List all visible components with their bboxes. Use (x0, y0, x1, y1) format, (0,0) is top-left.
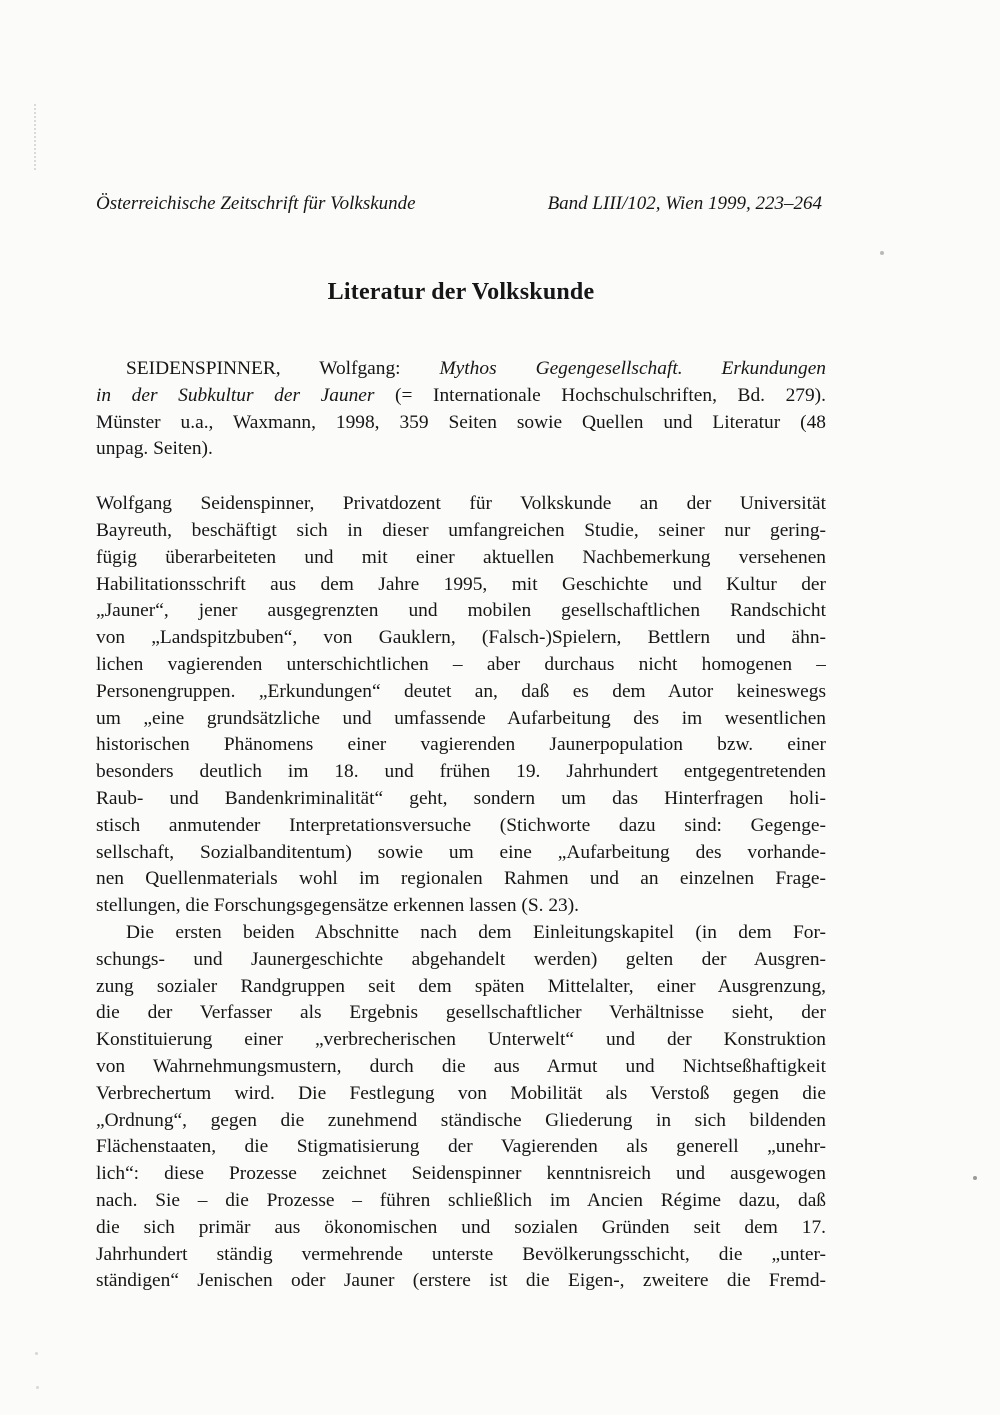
text-segment: nach. Sie – die Prozesse – führen schließlich im Ancien Régime dazu, daß (96, 1189, 826, 1211)
text-line (96, 1134, 826, 1161)
text-segment: um „eine grundsätzliche und umfassende Aufarbeitung des im wesentlichen (96, 707, 826, 729)
italic-text-segment: Mythos Gegengesellschaft. Erkundungen (439, 358, 826, 379)
text-segment: stellungen, die Forschungsgegensätze erkennen lassen (S. 23). (96, 895, 580, 917)
running-head (96, 191, 822, 216)
text-segment: Konstituierung einer „verbrecherischen Unterwelt“ und der Konstruktion (96, 1029, 826, 1051)
text-line (96, 1108, 826, 1135)
text-line (96, 813, 826, 840)
text-line (96, 383, 826, 410)
text-line (96, 1027, 826, 1054)
text-segment: Münster u.a., Waxmann, 1998, 359 Seiten sowie Quellen und Literatur (48 (96, 411, 826, 433)
text-line (96, 1081, 826, 1108)
text-line (96, 1215, 826, 1242)
text-line (96, 491, 826, 518)
text-segment: zung sozialer Randgruppen seit dem späten Mittelalter, einer Ausgrenzung, (96, 975, 826, 997)
text-segment: historischen Phänomens einer vagierenden Jaunerpopulation bzw. einer (96, 734, 826, 756)
text-segment: Verbrechertum wird. Die Festlegung von Mobilität als Verstoß gegen die (96, 1082, 826, 1104)
text-line (96, 840, 826, 867)
journal-name: Österreichische Zeitschrift für Volkskunde (96, 193, 416, 214)
text-line (96, 786, 826, 813)
scan-artifact-speck (35, 1352, 38, 1355)
issue-info: Band LIII/102, Wien 1999, 223–264 (547, 193, 822, 214)
text-segment: besonders deutlich im 18. und frühen 19. Jahrhundert entgegentretenden (96, 761, 826, 783)
text-line (96, 1242, 826, 1269)
text-line (96, 679, 826, 706)
scan-artifact-speck (880, 251, 884, 255)
text-line (96, 974, 826, 1001)
text-segment: Jahrhundert ständig vermehrende unterste Bevölkerungsschicht, die „unter- (96, 1243, 826, 1265)
text-line (96, 866, 826, 893)
text-segment: unpag. Seiten). (96, 438, 213, 460)
text-line (96, 947, 826, 974)
text-segment: fügig überarbeiteten und mit einer aktuellen Nachbemerkung versehenen (96, 546, 826, 568)
scan-artifact-dotted-line (34, 104, 36, 170)
text-segment: Raub- und Bandenkriminalität“ geht, sondern um das Hinterfragen holi- (96, 787, 826, 809)
text-segment: Wolfgang Seidenspinner, Privatdozent für Volkskunde an der Universität (96, 493, 826, 515)
text-segment: (= Internationale Hochschulschriften, Bd. 279). (374, 384, 826, 406)
text-segment: Personengruppen. „Erkundungen“ deutet an, daß es dem Autor keineswegs (96, 680, 826, 702)
text-segment: von Wahrnehmungsmustern, durch die aus Armut und Nichtseßhaftigkeit (96, 1055, 826, 1077)
text-line (96, 598, 826, 625)
text-line (96, 436, 826, 463)
text-segment: sellschaft, Sozialbanditentum) sowie um eine „Aufarbeitung des vorhande- (96, 841, 826, 863)
text-segment: lichen vagierenden unterschichtlichen – aber durchaus nicht homogenen – (96, 653, 826, 675)
text-segment: stisch anmutender Interpretationsversuche (Stichworte dazu sind: Gegenge- (96, 814, 826, 836)
text-segment: schungs- und Jaunergeschichte abgehandelt werden) gelten der Ausgren- (96, 948, 826, 970)
text-line (96, 410, 826, 437)
text-line (96, 1161, 826, 1188)
text-line (96, 732, 826, 759)
text-line (96, 625, 826, 652)
text-line (96, 1000, 826, 1027)
text-segment: Bayreuth, beschäftigt sich in dieser umfangreichen Studie, seiner nur gering- (96, 519, 826, 541)
text-segment: nen Quellenmaterials wohl im regionalen Rahmen und an einzelnen Frage- (96, 868, 826, 890)
text-line (96, 706, 826, 733)
paragraph (96, 920, 826, 1295)
text-line (96, 356, 826, 383)
text-segment: die der Verfasser als Ergebnis gesellschaftlicher Verhältnisse sieht, der (96, 1002, 826, 1024)
scan-artifact-speck (973, 1176, 977, 1180)
text-line (96, 518, 826, 545)
text-segment: Flächenstaaten, die Stigmatisierung der Vagierenden als generell „unehr- (96, 1136, 826, 1158)
text-line (96, 1188, 826, 1215)
text-line (96, 1268, 826, 1295)
text-segment: die sich primär aus ökonomischen und sozialen Gründen seit dem 17. (96, 1216, 826, 1238)
text-segment: ständigen“ Jenischen oder Jauner (erstere ist die Eigen-, zweitere die Fremd- (96, 1270, 826, 1292)
italic-text-segment: in der Subkultur der Jauner (96, 384, 375, 406)
text-line (96, 1054, 826, 1081)
text-line (96, 893, 826, 920)
text-segment: von „Landspitzbuben“, von Gauklern, (Falsch-)Spielern, Bettlern und ähn- (96, 627, 826, 649)
text-segment: Habilitationsschrift aus dem Jahre 1995, mit Geschichte und Kultur der (96, 573, 826, 595)
text-line (96, 545, 826, 572)
text-line (96, 652, 826, 679)
text-segment: Die ersten beiden Abschnitte nach dem Einleitungskapitel (in dem For- (126, 921, 826, 943)
text-segment: „Ordnung“, gegen die zunehmend ständische Gliederung in sich bildenden (96, 1109, 826, 1131)
paragraph (96, 491, 826, 920)
page-title: Literatur der Volkskunde (327, 279, 595, 305)
text-line (96, 572, 826, 599)
body-text (96, 356, 826, 1295)
text-segment: lich“: diese Prozesse zeichnet Seidenspinner kenntnisreich und ausgewogen (96, 1163, 826, 1185)
scan-artifact-speck (36, 1386, 39, 1389)
text-line (96, 920, 826, 947)
text-segment: „Jauner“, jener ausgegrenzten und mobilen gesellschaftlichen Randschicht (96, 600, 826, 622)
text-segment: SEIDENSPINNER, Wolfgang: (126, 358, 440, 379)
paragraph (96, 356, 826, 463)
text-line (96, 759, 826, 786)
